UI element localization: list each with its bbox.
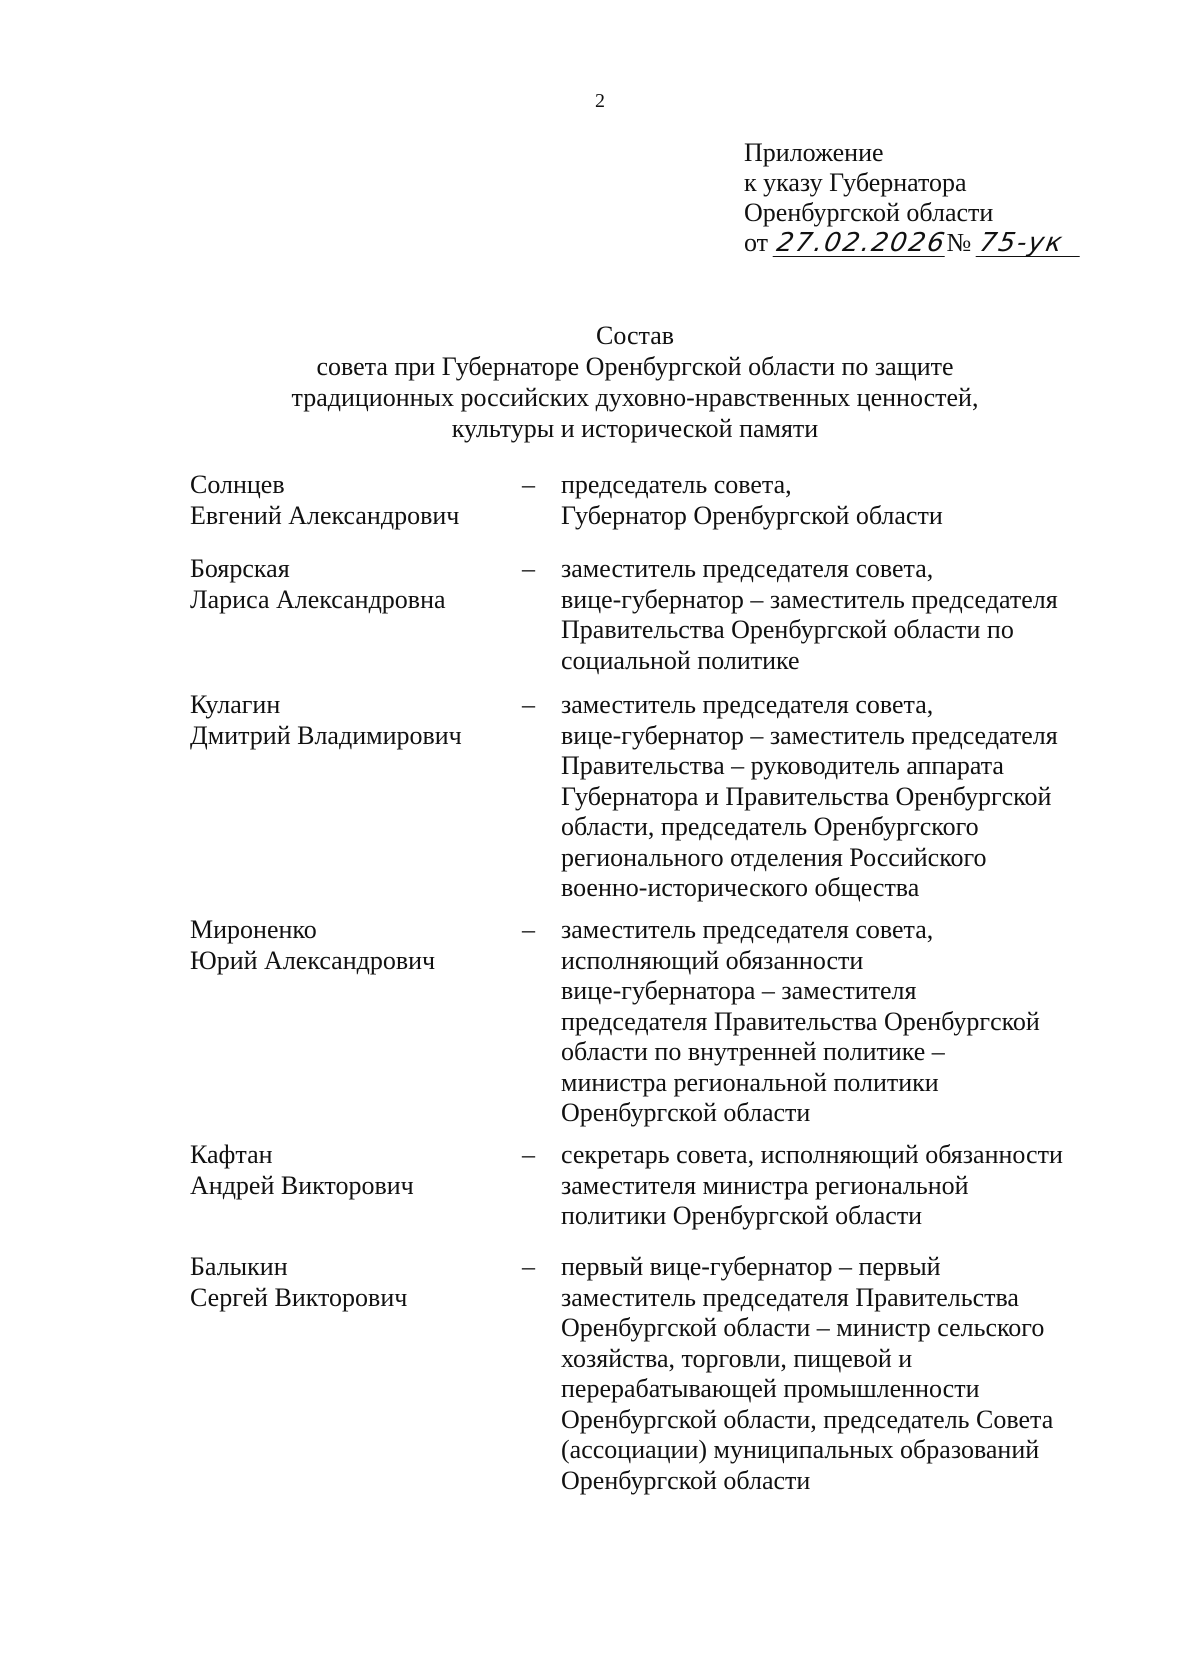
member-surname: Мироненко xyxy=(190,915,317,944)
member-surname: Кулагин xyxy=(190,690,281,719)
member-role-line: председатель совета, xyxy=(561,470,792,499)
attachment-date-line xyxy=(744,228,1082,258)
title-line: Состав xyxy=(595,321,675,350)
member-role-line: Оренбургской области xyxy=(561,1098,811,1127)
member-role-line: исполняющий обязанности xyxy=(561,945,864,975)
attachment-block xyxy=(744,138,1082,258)
attachment-heading: Приложение xyxy=(744,138,884,167)
member-role-line: заместителя министра региональной xyxy=(561,1170,969,1200)
member-role-line: Оренбургской области – министр сельского xyxy=(561,1313,1045,1342)
member-surname: Солнцев xyxy=(190,470,285,499)
member-role-line: области, председатель Оренбургского xyxy=(561,812,979,841)
separator-dash: – xyxy=(522,554,535,583)
member-role-line: заместитель председателя совета, xyxy=(561,554,934,583)
date-prefix: от xyxy=(744,228,769,257)
member-role xyxy=(561,554,1121,676)
member-role-line: вице-губернатор – заместитель председателя xyxy=(561,584,1058,614)
title-line: традиционных российских духовно-нравственных ценностей, xyxy=(291,383,979,412)
title-line: совета при Губернаторе Оренбургской области по защите xyxy=(316,352,954,381)
member-role-line: вице-губернатор – заместитель председателя xyxy=(561,720,1058,750)
member-surname: Балыкин xyxy=(190,1252,288,1281)
member-name xyxy=(190,1140,510,1201)
member-role-line: Оренбургской области xyxy=(561,1465,811,1495)
handwritten-number: 75-ук xyxy=(975,230,1084,257)
member-role xyxy=(561,1252,1121,1496)
member-role-line: первый вице-губернатор – первый xyxy=(561,1252,941,1281)
separator-dash: – xyxy=(522,470,535,499)
member-name xyxy=(190,1252,510,1313)
member-given-names: Дмитрий Владимирович xyxy=(190,720,462,750)
number-prefix: № xyxy=(946,228,972,257)
page-number: 2 xyxy=(595,90,605,112)
member-name xyxy=(190,554,510,615)
separator-dash: – xyxy=(522,690,535,719)
member-name xyxy=(190,470,510,531)
separator-dash: – xyxy=(522,915,535,944)
title-line: культуры и исторической памяти xyxy=(451,414,819,443)
member-role-line: председателя Правительства Оренбургской xyxy=(561,1006,1040,1036)
member-given-names: Юрий Александрович xyxy=(190,945,436,975)
member-role-line: заместитель председателя совета, xyxy=(561,915,934,944)
member-surname: Кафтан xyxy=(190,1140,273,1169)
member-name xyxy=(190,915,510,976)
member-role-line: заместитель председателя Правительства xyxy=(561,1282,1019,1312)
member-given-names: Сергей Викторович xyxy=(190,1282,408,1312)
member-given-names: Лариса Александровна xyxy=(190,584,446,614)
attachment-decree-ref: к указу Губернатора xyxy=(744,168,967,197)
member-role-line: (ассоциации) муниципальных образований xyxy=(561,1435,1040,1464)
member-role-line: заместитель председателя совета, xyxy=(561,690,934,719)
member-role-line: хозяйства, торговли, пищевой и xyxy=(561,1343,913,1373)
member-role-line: политики Оренбургской области xyxy=(561,1201,923,1230)
attachment-region: Оренбургской области xyxy=(744,198,994,227)
member-role-line: Губернатора и Правительства Оренбургской xyxy=(561,781,1052,811)
member-role xyxy=(561,915,1121,1129)
member-role xyxy=(561,690,1121,904)
member-role-line: Правительства Оренбургской области по xyxy=(561,615,1014,644)
member-name xyxy=(190,690,510,751)
separator-dash: – xyxy=(522,1252,535,1281)
member-given-names: Андрей Викторович xyxy=(190,1170,414,1200)
member-surname: Боярская xyxy=(190,554,290,583)
member-role-line: секретарь совета, исполняющий обязанности xyxy=(561,1140,1063,1169)
handwritten-date: 27.02.2026 xyxy=(773,228,949,258)
member-role-line: вице-губернатора – заместителя xyxy=(561,976,917,1005)
member-role-line: Оренбургской области, председатель Совета xyxy=(561,1404,1054,1434)
member-role-line: социальной политике xyxy=(561,645,800,675)
member-role-line: регионального отделения Российского xyxy=(561,842,987,872)
member-role xyxy=(561,1140,1121,1232)
member-given-names: Евгений Александрович xyxy=(190,500,460,530)
member-role-line: области по внутренней политике – xyxy=(561,1037,945,1066)
member-role-line: военно-исторического общества xyxy=(561,873,920,902)
member-role-line: Правительства – руководитель аппарата xyxy=(561,751,1004,780)
member-role-line: Губернатор Оренбургской области xyxy=(561,500,943,530)
member-role-line: министра региональной политики xyxy=(561,1067,939,1097)
member-role xyxy=(561,470,1121,531)
member-role-line: перерабатывающей промышленности xyxy=(561,1374,980,1403)
document-title xyxy=(0,320,1200,444)
separator-dash: – xyxy=(522,1140,535,1169)
